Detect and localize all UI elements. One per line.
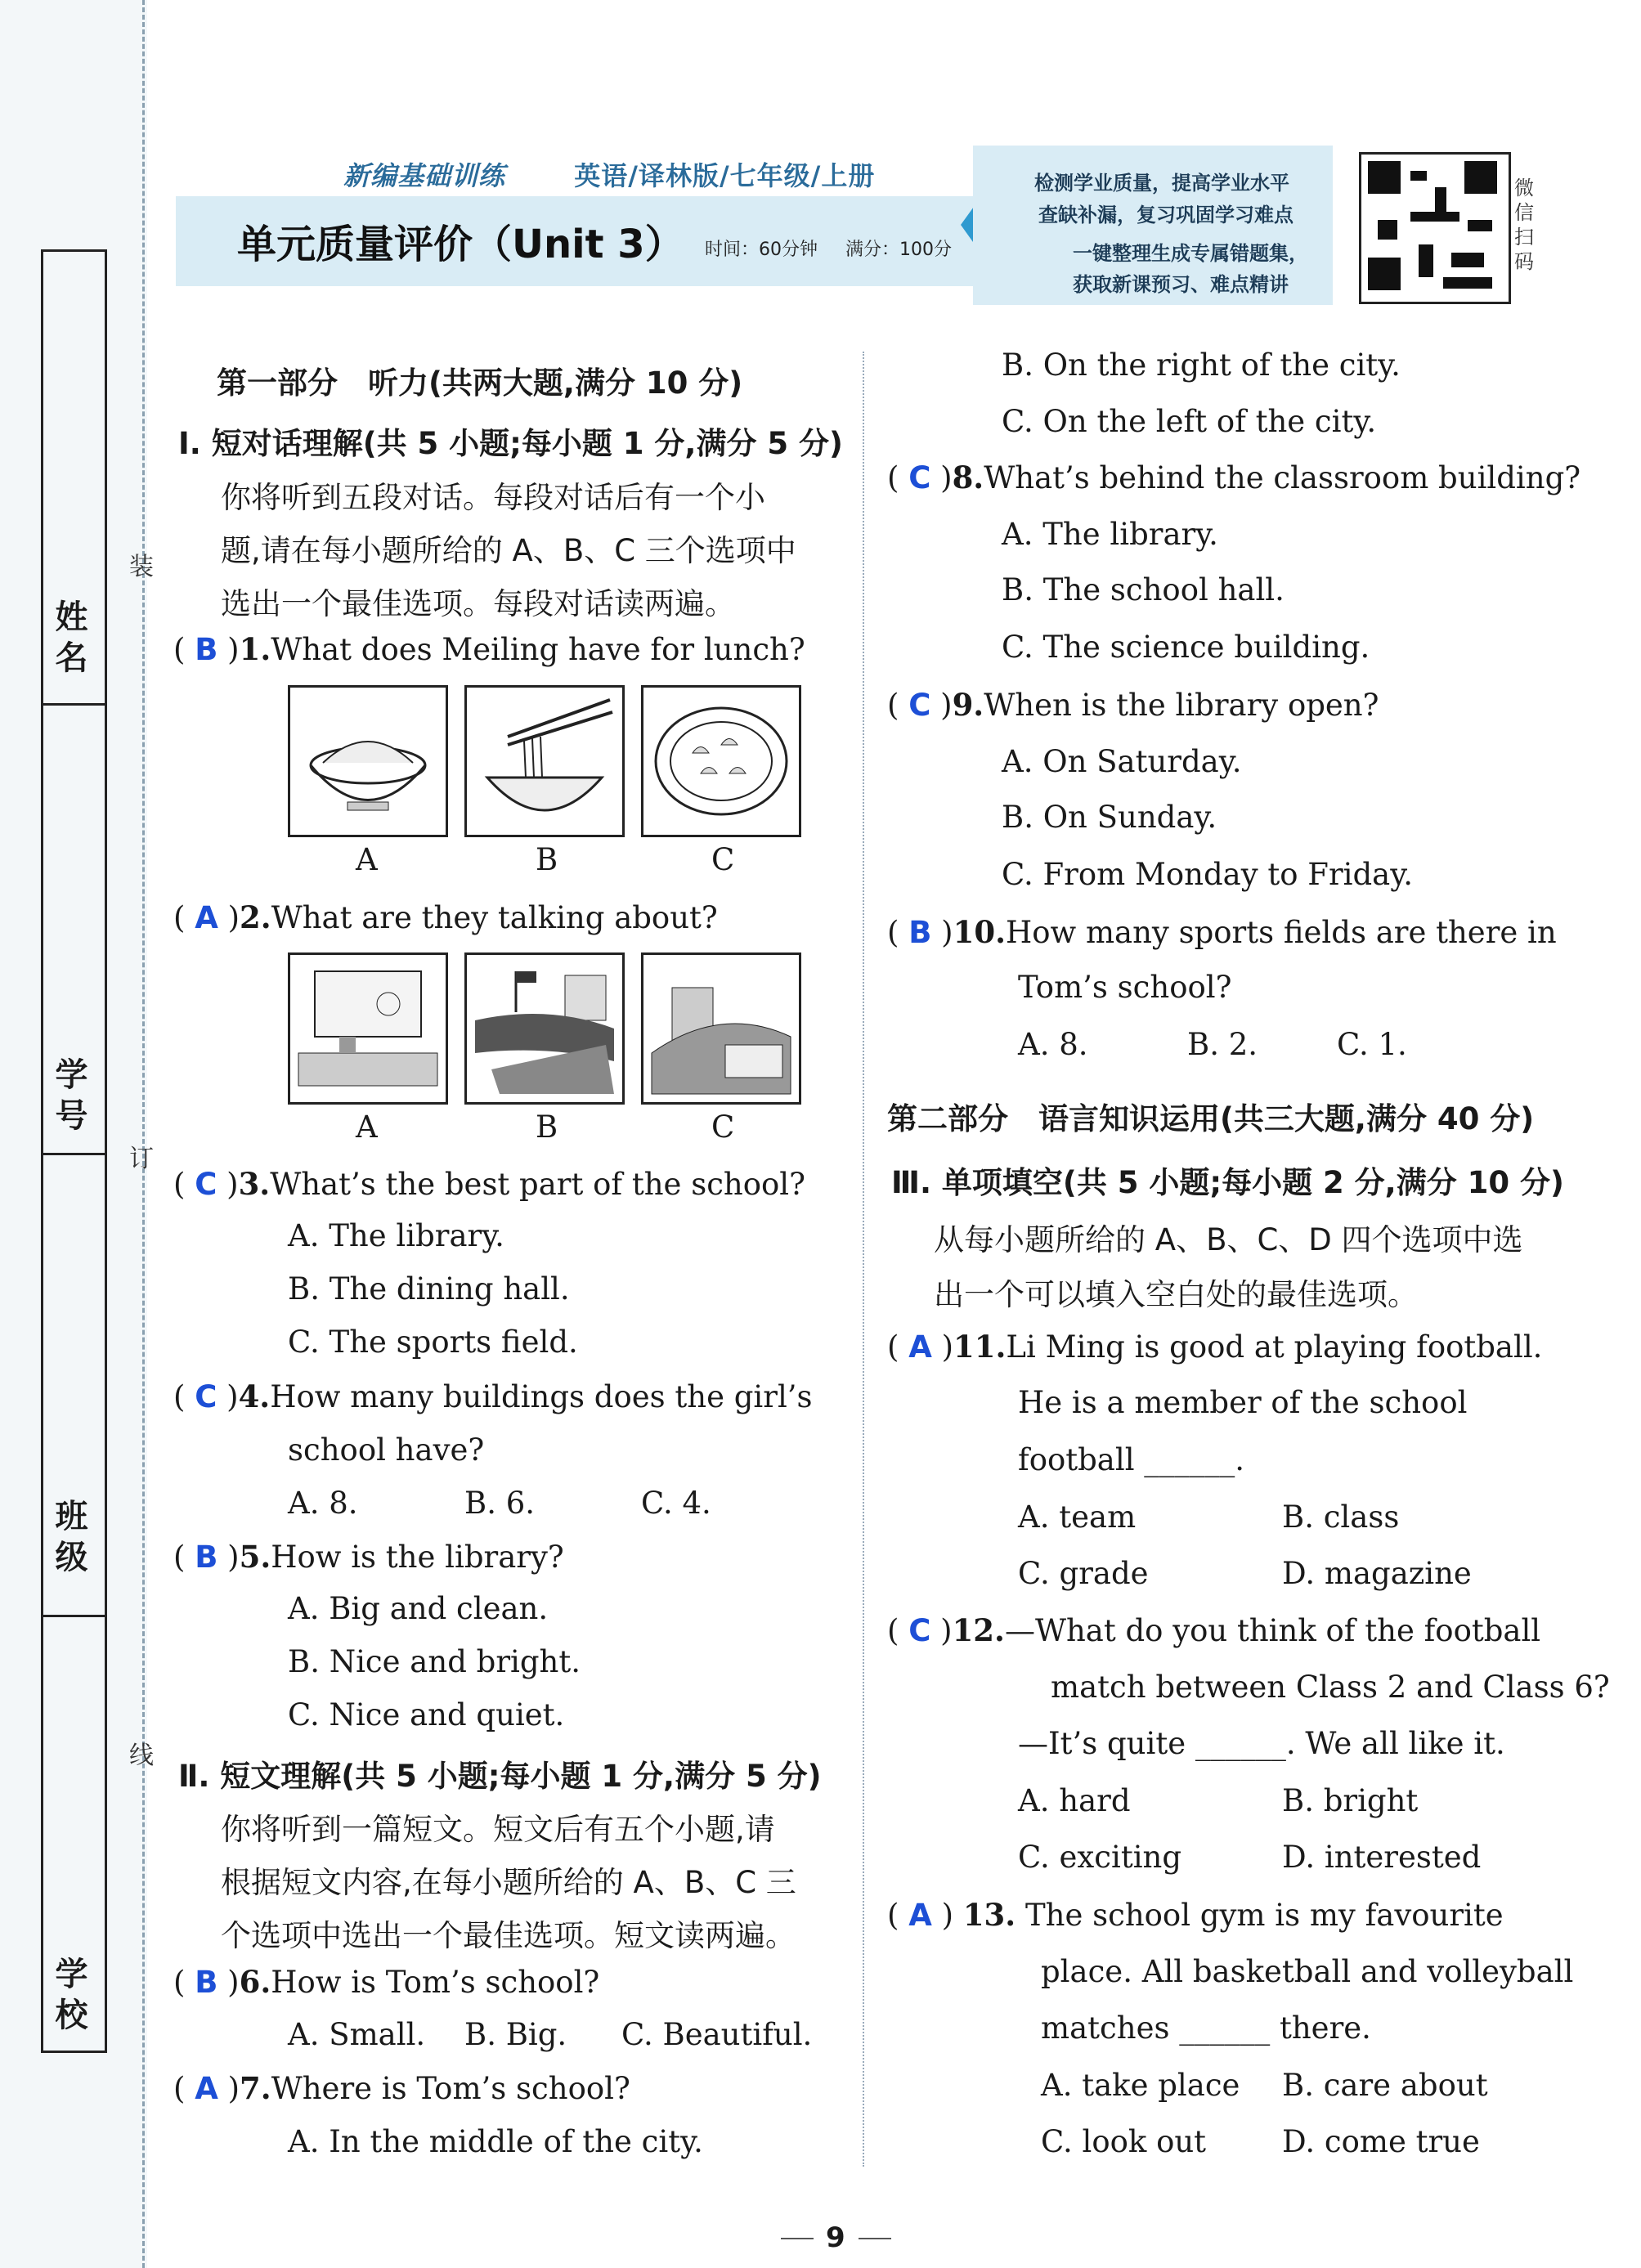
page-title: 单元质量评价（Unit 3） — [237, 222, 684, 267]
instruction-line: 根据短文内容,在每小题所给的 A、B、C 三 — [221, 1865, 796, 1900]
binding-mark: 线 — [129, 1741, 154, 1770]
picture-label: A — [356, 842, 378, 877]
rice-bowl-picture — [288, 685, 448, 837]
info-divider — [41, 1615, 105, 1617]
option: B. bright — [1282, 1783, 1419, 1818]
option: B. care about — [1282, 2068, 1488, 2103]
option: C. grade — [1018, 1556, 1149, 1591]
name-label: 姓名 — [55, 598, 88, 677]
picture-label: C — [711, 1109, 735, 1145]
exam-meta — [705, 235, 952, 261]
picture-label: A — [356, 1109, 378, 1145]
option: B. On Sunday. — [1002, 800, 1217, 835]
promo-line: 查缺补漏，复习巩固学习难点 — [1038, 204, 1294, 226]
question-text: football ______. — [1018, 1442, 1245, 1477]
option: A. Small. — [288, 2017, 426, 2052]
question-text: —It’s quite ______. We all like it. — [1018, 1726, 1505, 1761]
page-number: 9 — [826, 2221, 845, 2254]
question-13: ( A ) 13. The school gym is my favourite — [887, 1897, 1504, 1933]
info-divider — [41, 1153, 105, 1155]
question-text: school have? — [288, 1432, 485, 1468]
question-7: ( A )7.Where is Tom’s school? — [173, 2070, 630, 2106]
exam-score: 满分：100分 — [845, 240, 952, 260]
book-info: 英语/译林版/七年级/上册 — [574, 160, 876, 191]
option: B. 6. — [464, 1486, 536, 1521]
question-9: ( C )9.When is the library open? — [887, 687, 1379, 723]
info-divider — [41, 703, 105, 706]
class-label: 班级 — [55, 1498, 88, 1576]
question-text: match between Class 2 and Class 6? — [1051, 1670, 1610, 1705]
option: C. Beautiful. — [621, 2017, 813, 2052]
option: B. On the right of the city. — [1002, 347, 1401, 383]
option: C. exciting — [1018, 1840, 1182, 1875]
option: A. take place — [1041, 2068, 1240, 2103]
section2-title: Ⅱ. 短文理解(共 5 小题;每小题 1 分,满分 5 分) — [178, 1759, 822, 1794]
option: A. The library. — [288, 1218, 504, 1253]
option: C. 4. — [641, 1486, 711, 1521]
cut-line — [142, 0, 145, 2268]
option: B. Big. — [464, 2017, 567, 2052]
instruction-line: 出一个可以填入空白处的最佳选项。 — [934, 1277, 1418, 1312]
option: A. Big and clean. — [288, 1591, 549, 1626]
option: B. The school hall. — [1002, 572, 1285, 607]
option: C. The science building. — [1002, 630, 1370, 665]
option: B. 2. — [1187, 1027, 1258, 1062]
picture-label: B — [536, 842, 558, 877]
option: A. In the middle of the city. — [288, 2124, 703, 2159]
option: B. The dining hall. — [288, 1271, 570, 1307]
option: A. 8. — [1018, 1027, 1088, 1062]
sports-field-picture — [464, 952, 625, 1105]
picture-label: B — [536, 1109, 558, 1145]
binding-mark: 订 — [129, 1145, 154, 1173]
option: D. come true — [1282, 2124, 1480, 2159]
instruction-line: 选出一个最佳选项。每段对话读两遍。 — [221, 586, 735, 621]
option: D. magazine — [1282, 1556, 1472, 1591]
question-text: Tom’s school? — [1018, 970, 1232, 1005]
question-text: place. All basketball and volleyball — [1041, 1954, 1574, 1989]
column-divider — [863, 352, 864, 2167]
option: C. look out — [1041, 2124, 1207, 2159]
instruction-line: 题,请在每小题所给的 A、B、C 三个选项中 — [221, 533, 796, 568]
question-text: matches ______ there. — [1041, 2010, 1371, 2046]
option: B. class — [1282, 1499, 1400, 1535]
option: A. team — [1018, 1499, 1137, 1535]
question-4: ( C )4.How many buildings does the girl’s — [173, 1378, 813, 1414]
promo-line: 获取新课预习、难点精讲 — [1073, 273, 1289, 296]
instruction-line: 从每小题所给的 A、B、C、D 四个选项中选 — [934, 1222, 1523, 1257]
binding-mark: 装 — [129, 553, 154, 581]
qr-code[interactable] — [1359, 152, 1511, 304]
exam-time: 时间：60分钟 — [705, 240, 818, 260]
question-8: ( C )8.What’s behind the classroom building? — [887, 459, 1581, 495]
question-10: ( B )10.How many sports fields are there in — [887, 914, 1557, 950]
question-3: ( C )3.What’s the best part of the school? — [173, 1166, 805, 1202]
option: C. The sports field. — [288, 1324, 578, 1360]
option: C. From Monday to Friday. — [1002, 857, 1413, 892]
dining-hall-picture — [641, 952, 801, 1105]
section1-title: Ⅰ. 短对话理解(共 5 小题;每小题 1 分,满分 5 分) — [178, 426, 843, 461]
question-text: He is a member of the school — [1018, 1385, 1468, 1420]
section3-title: Ⅲ. 单项填空(共 5 小题;每小题 2 分,满分 10 分) — [891, 1165, 1564, 1200]
promo-line: 检测学业质量，提高学业水平 — [1034, 172, 1289, 195]
instruction-line: 你将听到五段对话。每段对话后有一个小 — [221, 480, 765, 515]
student-info-box — [41, 249, 107, 2053]
student-id-label: 学号 — [55, 1056, 88, 1135]
series-title — [343, 155, 875, 193]
option: C. Nice and quiet. — [288, 1697, 565, 1732]
series-name: 新编基础训练 — [343, 160, 506, 191]
question-2: ( A )2.What are they talking about? — [173, 899, 718, 935]
option: B. Nice and bright. — [288, 1644, 581, 1679]
instruction-line: 你将听到一篇短文。短文后有五个小题,请 — [221, 1812, 775, 1847]
question-1: ( B )1.What does Meiling have for lunch? — [173, 631, 805, 667]
option: A. On Saturday. — [1002, 744, 1242, 779]
option: D. interested — [1282, 1840, 1482, 1875]
instruction-line: 个选项中选出一个最佳选项。短文读两遍。 — [221, 1918, 796, 1953]
page-number-dash — [859, 2238, 891, 2239]
option: A. hard — [1018, 1783, 1131, 1818]
science-lab-picture — [288, 952, 448, 1105]
question-5: ( B )5.How is the library? — [173, 1539, 564, 1575]
page-number-dash — [781, 2238, 814, 2239]
wechat-scan-label: 微 信 扫 码 — [1514, 177, 1534, 273]
option: C. On the left of the city. — [1002, 404, 1377, 439]
picture-label: C — [711, 842, 735, 877]
question-11: ( A )11.Li Ming is good at playing football. — [887, 1329, 1543, 1365]
option: C. 1. — [1337, 1027, 1407, 1062]
option: A. The library. — [1002, 517, 1218, 552]
option: A. 8. — [288, 1486, 358, 1521]
noodle-bowl-picture — [464, 685, 625, 837]
school-label: 学校 — [55, 1956, 88, 2034]
promo-line: 一键整理生成专属错题集， — [1073, 242, 1308, 265]
part1-title: 第一部分 听力(共两大题,满分 10 分) — [217, 365, 743, 401]
part2-title: 第二部分 语言知识运用(共三大题,满分 40 分) — [887, 1101, 1535, 1136]
dumplings-plate-picture — [641, 685, 801, 837]
question-12: ( C )12.—What do you think of the football — [887, 1612, 1541, 1648]
question-6: ( B )6.How is Tom’s school? — [173, 1964, 600, 2000]
